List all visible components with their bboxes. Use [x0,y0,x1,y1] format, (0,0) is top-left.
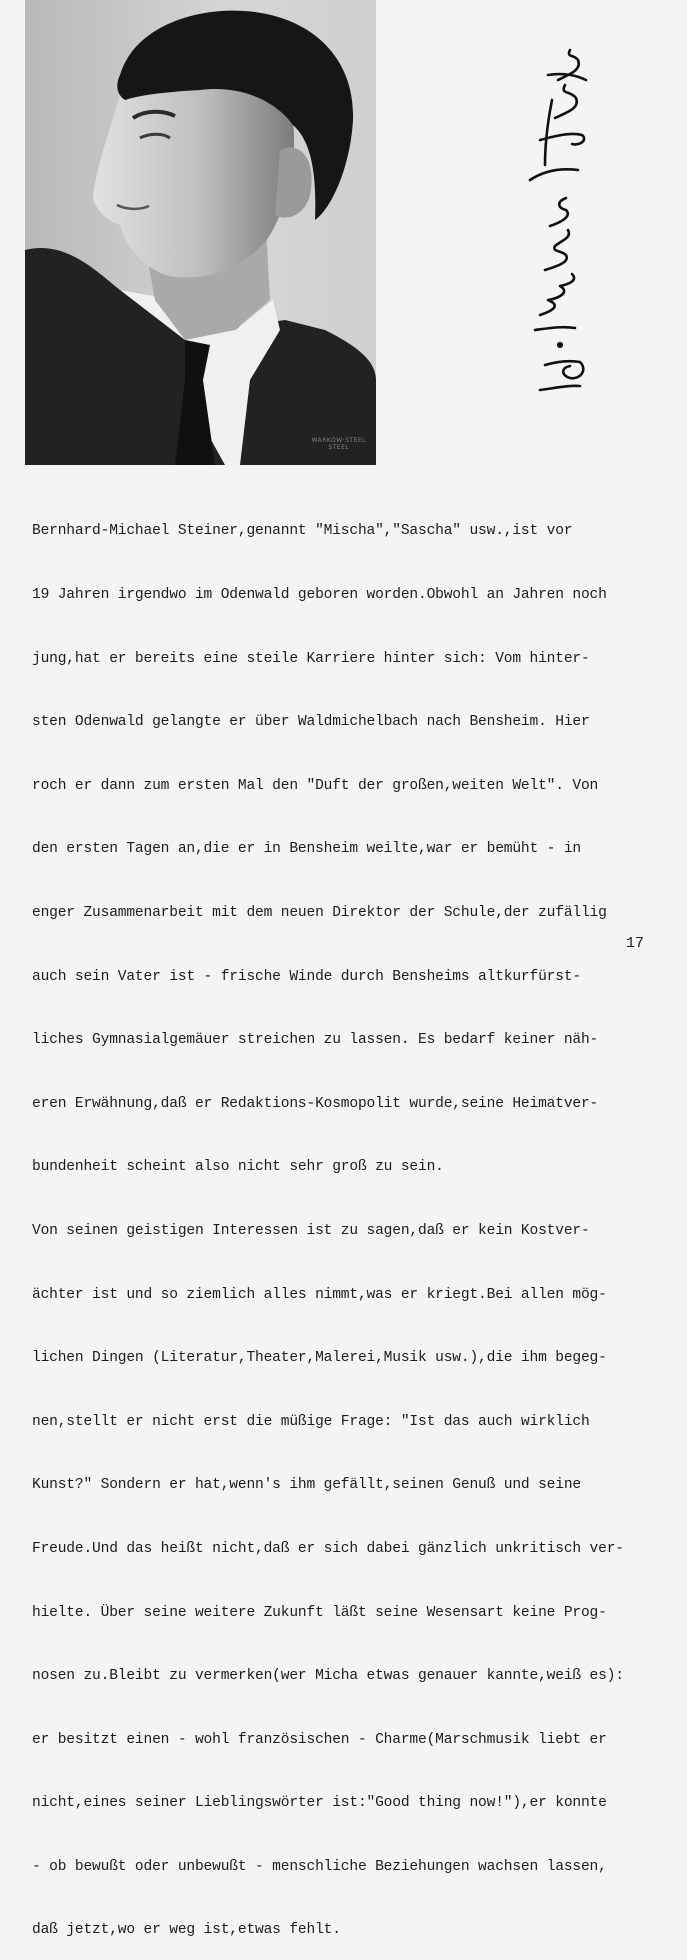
text-line: nosen zu.Bleibt zu vermerken(wer Micha etwas genauer kannte,weiß es): [32,1668,624,1685]
text-line: 19 Jahren irgendwo im Odenwald geboren worden.Obwohl an Jahren noch [32,587,607,603]
stamp-line: WÄRKOW·STEEL [311,437,366,444]
handwritten-signature [500,40,610,400]
text-line: nen,stellt er nicht erst die müßige Frage: "Ist das auch wirklich [32,1413,590,1430]
text-line: roch er dann zum ersten Mal den "Duft der großen,weiten Welt". Von [32,777,599,794]
stamp-line: STEEL [328,444,350,451]
text-line: sten Odenwald gelangte er über Waldmichelbach nach Bensheim. Hier [32,714,590,731]
text-line: - ob bewußt oder unbewußt - menschliche Beziehungen wachsen lassen, [32,1858,607,1875]
text-line: eren Erwähnung,daß er Redaktions-Kosmopolit wurde,seine Heimatver- [32,1095,599,1112]
text-line: er besitzt einen - wohl französischen - Charme(Marschmusik liebt er [32,1731,607,1748]
photographer-stamp [312,437,366,451]
biography-text [32,479,652,1960]
signature-drawing [500,40,610,400]
text-line: bundenheit scheint also nicht sehr groß zu sein. [32,1159,444,1176]
text-line: den ersten Tagen an,die er in Bensheim weilte,war er bemüht - in [32,841,581,858]
text-line: enger Zusammenarbeit mit dem neuen Direktor der Schule,der zufällig [32,904,607,921]
text-line: hielte. Über seine weitere Zukunft läßt seine Wesensart keine Prog- [32,1604,607,1621]
text-line: daß jetzt,wo er weg ist,etwas fehlt. [32,1922,341,1939]
text-line: lichen Dingen (Literatur,Theater,Malerei,Musik usw.),die ihm begeg- [32,1350,607,1367]
text-line: Bernhard-Michael Steiner,genannt "Mischa","Sascha" usw.,ist vor [32,523,573,540]
text-line: jung,hat er bereits eine steile Karriere hinter sich: Vom hinter- [32,650,590,667]
text-line: auch sein Vater ist - frische Winde durch Bensheims altkurfürst- [32,968,581,985]
portrait-photo [25,0,376,465]
page-number: 17 [626,935,645,952]
text-line: Kunst?" Sondern er hat,wenn's ihm gefällt,seinen Genuß und seine [32,1477,581,1494]
text-line: liches Gymnasialgemäuer streichen zu lassen. Es bedarf keiner näh- [32,1032,599,1049]
portrait-illustration [25,0,376,465]
text-line: Von seinen geistigen Interessen ist zu sagen,daß er kein Kostver- [32,1222,590,1239]
text-line: nicht,eines seiner Lieblingswörter ist:"Good thing now!"),er konnte [32,1795,607,1812]
text-line: Freude.Und das heißt nicht,daß er sich dabei gänzlich unkritisch ver- [32,1540,624,1557]
text-line: ächter ist und so ziemlich alles nimmt,was er kriegt.Bei allen mög- [32,1286,607,1303]
